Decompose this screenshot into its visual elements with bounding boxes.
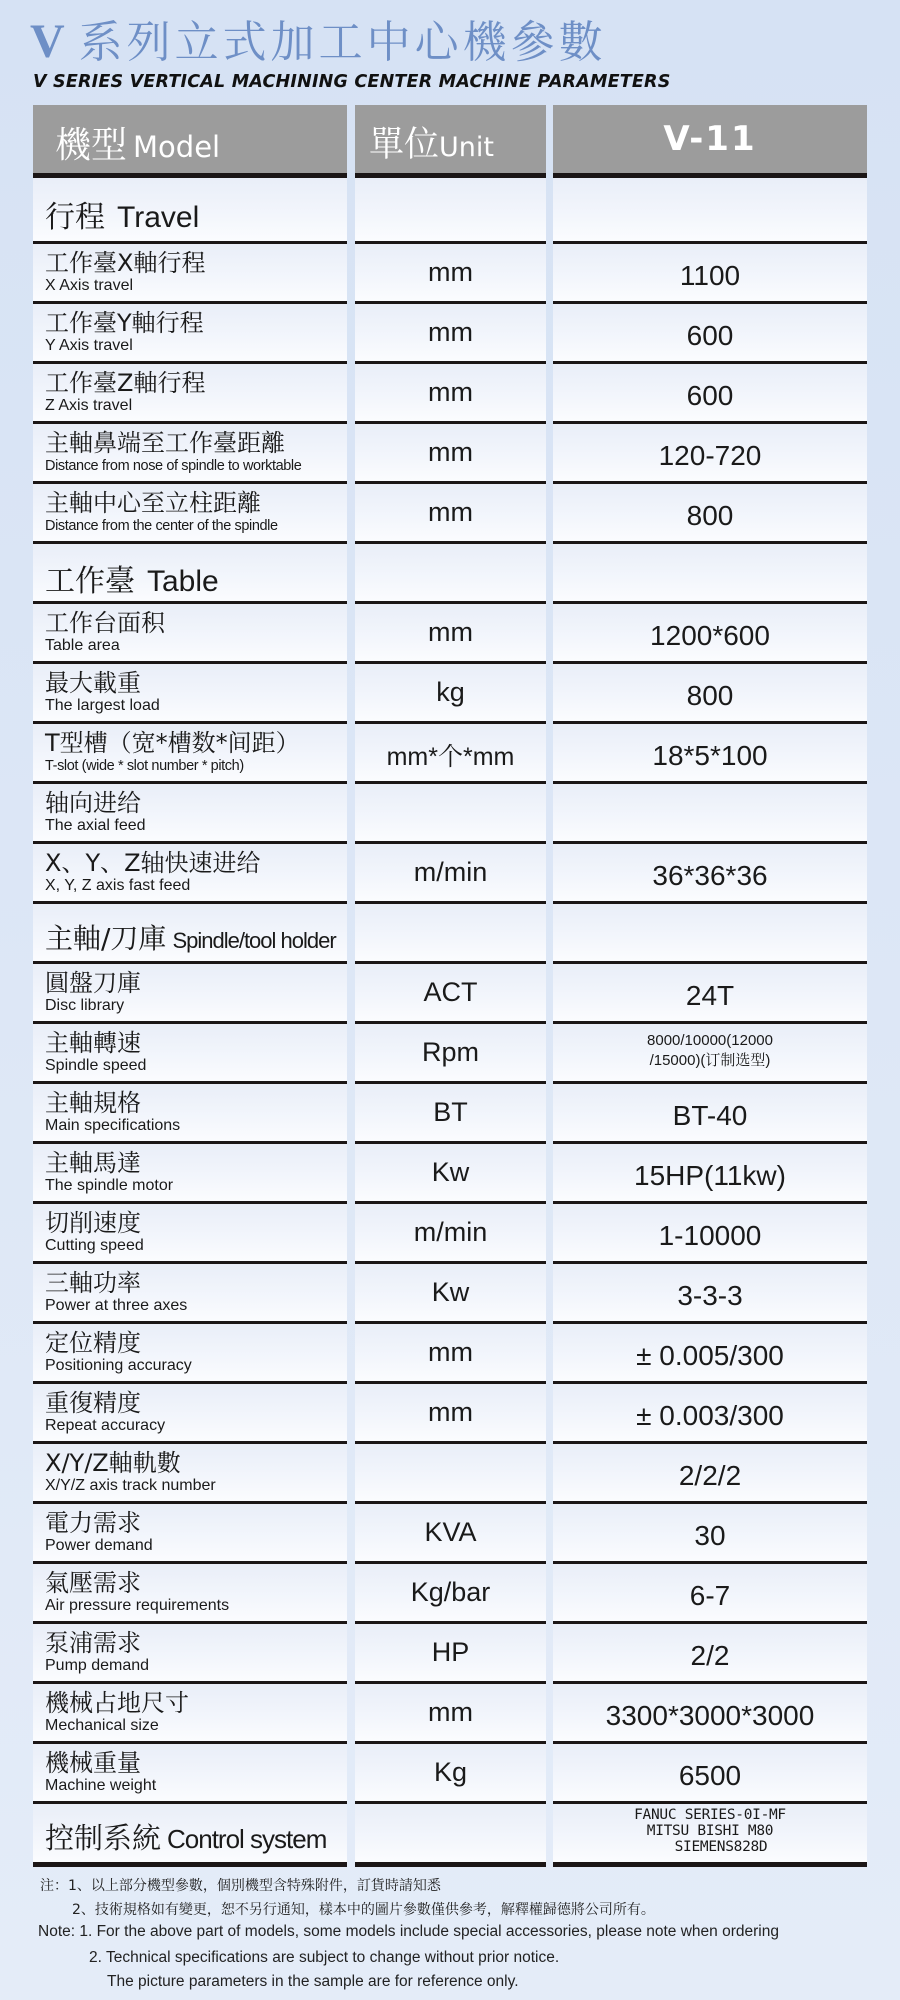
row-unit: mm (428, 1337, 473, 1367)
footnotes (40, 1875, 779, 1993)
row-value: ± 0.005/300 (636, 1340, 784, 1371)
row-label-zh: 重復精度 (45, 1389, 141, 1417)
row-unit: BT (433, 1097, 468, 1127)
row-label-zh: 機械重量 (45, 1749, 141, 1777)
header-model-name (553, 105, 867, 178)
section-spindle-zh: 主軸/刀庫 (45, 922, 167, 955)
row-value: 800 (686, 500, 734, 531)
row-unit: m/min (413, 857, 488, 887)
note-zh-2: 2、技術規格如有變更，恕不另行通知，樣本中的圖片參數僅供參考，解釋權歸德將公司所有。 (72, 1902, 655, 1918)
table-row (33, 1384, 867, 1444)
section-spindle-en: Spindle/tool holder (172, 928, 336, 953)
section-table-zh: 工作臺 (45, 564, 135, 599)
row-value: 36*36*36 (652, 860, 768, 891)
row-label-zh: T型槽（宽*槽数*间距） (45, 729, 300, 757)
header-unit-en: Unit (439, 132, 494, 163)
note-en-3: The picture parameters in the sample are for reference only. (107, 1973, 519, 1990)
table-row (33, 1144, 867, 1204)
row-value: 15HP(11kw) (634, 1160, 786, 1191)
row-label-zh: 工作臺Z軸行程 (45, 369, 206, 397)
row-unit: mm*个*mm (386, 743, 515, 771)
row-label-zh: 定位精度 (45, 1329, 141, 1357)
row-label-en: Pump demand (45, 1657, 150, 1674)
row-unit: kg (436, 677, 465, 707)
table-row (33, 724, 867, 784)
table-row (33, 784, 867, 844)
header-unit (355, 105, 546, 178)
row-value: 24T (685, 980, 735, 1011)
row-unit: Kg/bar (410, 1577, 491, 1607)
row-unit: KVA (424, 1517, 477, 1547)
row-value: 800 (686, 680, 734, 711)
row-label-en: Power at three axes (45, 1297, 188, 1314)
table-row (33, 1024, 867, 1084)
header-model-en: Model (133, 130, 221, 164)
row-unit: mm (428, 617, 473, 647)
row-value: 6-7 (689, 1580, 731, 1611)
row-label-en: Positioning accuracy (45, 1357, 192, 1374)
section-control-en: Control system (167, 1824, 327, 1854)
row-unit: mm (428, 1397, 473, 1427)
table-row (33, 1084, 867, 1144)
note-en-1: Note: 1. For the above part of models, some models include special accessories, please note when ordering (38, 1923, 779, 1940)
row-unit: Kw (431, 1277, 470, 1307)
row-label-zh: 主軸鼻端至工作臺距離 (45, 429, 285, 457)
row-unit: mm (428, 377, 473, 407)
table-row (33, 844, 867, 904)
section-row-table (33, 544, 867, 604)
row-value: 3-3-3 (677, 1280, 743, 1311)
row-value: 2/2/2 (678, 1460, 742, 1491)
table-row (33, 364, 867, 424)
section-travel-zh: 行程 (45, 200, 105, 235)
row-label-zh: 切削速度 (45, 1209, 141, 1237)
section-travel-en: Travel (117, 201, 200, 234)
row-unit: Rpm (421, 1037, 479, 1067)
row-value (553, 1031, 867, 1071)
header-model-zh: 機型 (55, 125, 128, 166)
row-value-line1: 8000/10000(12000 (647, 1032, 773, 1049)
row-label-zh: 主軸轉速 (45, 1029, 141, 1057)
row-value: 600 (686, 320, 734, 351)
row-value: 2/2 (690, 1640, 730, 1671)
section-row-control (33, 1804, 867, 1867)
row-label-zh: 泵浦需求 (45, 1629, 141, 1657)
row-value: 3300*3000*3000 (605, 1700, 815, 1731)
row-label-zh: 主軸中心至立柱距離 (45, 489, 261, 517)
row-label-zh: 主軸馬達 (45, 1149, 141, 1177)
row-value: 600 (686, 380, 734, 411)
row-label-en: Table area (45, 637, 120, 654)
row-label-zh: 圓盤刀庫 (45, 969, 141, 997)
page-subtitle: V SERIES VERTICAL MACHINING CENTER MACHINE PARAMETERS (33, 72, 671, 92)
note-zh-1: 注：1、以上部分機型參數，個別機型含特殊附件，訂貨時請知悉 (40, 1878, 441, 1894)
title-prefix: V (30, 15, 69, 68)
row-value: 18*5*100 (652, 740, 768, 771)
row-label-en: Spindle speed (45, 1057, 147, 1074)
spec-table (33, 105, 867, 1867)
row-label-en: Cutting speed (45, 1237, 144, 1254)
row-label-zh: X、Y、Z轴快速进给 (45, 849, 261, 877)
row-label-en: The largest load (45, 697, 160, 714)
row-value: ± 0.003/300 (636, 1400, 784, 1431)
row-label-zh: 工作臺Y軸行程 (45, 309, 204, 337)
row-unit: ACT (423, 977, 478, 1007)
row-label-zh: 機械占地尺寸 (45, 1689, 189, 1717)
control-value-siemens: SIEMENS828D (674, 1839, 768, 1855)
row-label-en: Distance from nose of spindle to worktable (45, 458, 302, 474)
row-value-line2: /15000)(订制选型) (649, 1052, 771, 1069)
section-row-spindle (33, 904, 867, 964)
row-value: 1200*600 (650, 620, 770, 651)
control-system-values (553, 1807, 867, 1855)
row-unit: mm (428, 257, 473, 287)
row-label-en: Y Axis travel (45, 337, 133, 354)
table-row (33, 1324, 867, 1384)
row-label-en: X/Y/Z axis track number (45, 1477, 216, 1494)
row-value: 1-10000 (658, 1220, 762, 1251)
table-row (33, 1204, 867, 1264)
row-label-en: X, Y, Z axis fast feed (45, 877, 191, 894)
section-table-en: Table (147, 565, 219, 598)
row-label-en: Z Axis travel (45, 397, 133, 414)
table-row (33, 1624, 867, 1684)
table-row (33, 484, 867, 544)
table-row (33, 1684, 867, 1744)
table-row (33, 304, 867, 364)
row-label-zh: 主軸規格 (45, 1089, 141, 1117)
header-unit-zh: 單位 (369, 125, 440, 165)
row-value: 120-720 (658, 440, 762, 471)
row-label-en: Machine weight (45, 1777, 157, 1794)
control-value-fanuc: FANUC SERIES-0I-MF (634, 1807, 786, 1823)
row-value: BT-40 (672, 1100, 748, 1131)
row-unit: mm (428, 437, 473, 467)
model-name: V-11 (663, 119, 757, 159)
row-label-en: The spindle motor (45, 1177, 174, 1194)
page-title (30, 14, 607, 71)
title-zh: 系列立式加工中心機參數 (78, 17, 607, 68)
row-unit: Kw (431, 1157, 470, 1187)
row-label-en: Air pressure requirements (45, 1597, 230, 1614)
row-unit: mm (428, 497, 473, 527)
note-en-2: 2. Technical specifications are subject to change without prior notice. (89, 1949, 560, 1966)
row-label-zh: 三軸功率 (45, 1269, 141, 1297)
row-unit: Kg (433, 1757, 468, 1787)
row-unit: mm (428, 317, 473, 347)
table-row (33, 964, 867, 1024)
row-label-en: The axial feed (45, 817, 146, 834)
table-row (33, 1444, 867, 1504)
row-label-zh: 最大載重 (45, 669, 141, 697)
row-label-zh: 工作臺X軸行程 (45, 249, 206, 277)
row-label-en: Disc library (45, 997, 125, 1014)
section-control-zh: 控制系統 (45, 1821, 162, 1855)
row-label-en: Repeat accuracy (45, 1417, 166, 1434)
row-label-en: Distance from the center of the spindle (45, 518, 278, 534)
table-row (33, 1504, 867, 1564)
header-model (33, 105, 347, 178)
table-header-row (33, 105, 867, 178)
row-label-zh: 轴向进给 (45, 789, 141, 817)
row-label-zh: X/Y/Z軸軌數 (45, 1449, 181, 1477)
control-value-mitsubishi: MITSU BISHI M80 (646, 1823, 774, 1839)
row-label-en: Mechanical size (45, 1717, 159, 1734)
table-row (33, 424, 867, 484)
row-label-zh: 氣壓需求 (45, 1569, 141, 1597)
row-value: 6500 (678, 1760, 742, 1791)
row-label-en: Power demand (45, 1537, 153, 1554)
row-unit: HP (431, 1637, 470, 1667)
row-label-zh: 電力需求 (45, 1509, 141, 1537)
table-row (33, 244, 867, 304)
row-value: 30 (694, 1520, 726, 1551)
row-unit: mm (428, 1697, 473, 1727)
table-row (33, 664, 867, 724)
section-row-travel (33, 178, 867, 244)
row-value: 1100 (679, 260, 741, 291)
table-row (33, 1564, 867, 1624)
row-label-en: X Axis travel (45, 277, 134, 294)
table-row (33, 1264, 867, 1324)
row-label-zh: 工作台面积 (45, 609, 165, 637)
table-row (33, 604, 867, 664)
row-label-en: T-slot (wide * slot number * pitch) (45, 758, 244, 774)
row-label-en: Main specifications (45, 1117, 181, 1134)
row-unit: m/min (413, 1217, 488, 1247)
table-row (33, 1744, 867, 1804)
